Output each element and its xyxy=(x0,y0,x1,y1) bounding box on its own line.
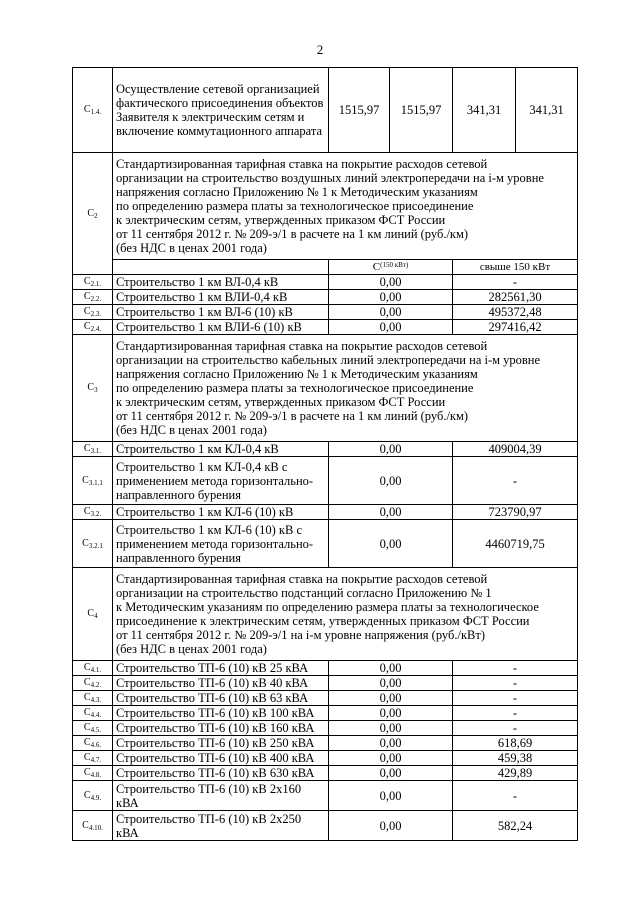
code-cell xyxy=(73,766,113,781)
value-over-150: - xyxy=(453,691,578,706)
value-upto-150: 0,00 xyxy=(329,736,453,751)
code-letter: C xyxy=(82,474,89,486)
heading-line: (без НДС в ценах 2001 года) xyxy=(116,642,267,656)
code-letter: C xyxy=(83,789,91,801)
code-cell xyxy=(73,676,113,691)
heading-line: к Методическим указаниям по определению размера платы за технологическое xyxy=(116,600,539,614)
table-row xyxy=(73,305,578,320)
heading-line: от 11 сентября 2012 г. № 209-э/1 в расчете на 1 км линий (руб./км) xyxy=(116,227,469,241)
code-letter: C xyxy=(82,819,89,831)
row-desc: Строительство ТП-6 (10) кВ 630 кВА xyxy=(113,766,329,781)
col-head-sup: (150 кВт) xyxy=(380,261,409,269)
code-index: 3 xyxy=(94,386,98,394)
value-upto-150: 0,00 xyxy=(329,305,453,320)
table-row xyxy=(73,736,578,751)
code-cell xyxy=(73,505,113,520)
code-cell xyxy=(73,275,113,290)
code-letter: C xyxy=(83,306,91,317)
code-cell xyxy=(73,320,113,335)
heading-line: к электрическим сетям, утвержденных приказом ФСТ России xyxy=(116,395,446,409)
heading-line: Стандартизированная тарифная ставка на покрытие расходов сетевой xyxy=(116,339,488,353)
table-row xyxy=(73,320,578,335)
heading-line: (без НДС в ценах 2001 года) xyxy=(116,241,267,255)
col-head-letter: C xyxy=(372,261,381,273)
code-cell xyxy=(73,153,113,275)
value-upto-150: 0,00 xyxy=(329,661,453,676)
section-heading xyxy=(113,335,578,442)
value-over-150: 4460719,75 xyxy=(453,520,578,568)
value-upto-150: 0,00 xyxy=(329,290,453,305)
code-cell xyxy=(73,457,113,505)
code-letter: C xyxy=(87,207,95,219)
heading-line: от 11 сентября 2012 г. № 209-э/1 в расчете на 1 км линий (руб./км) xyxy=(116,409,469,423)
value-over-150: - xyxy=(453,721,578,736)
value-upto-150: 0,00 xyxy=(329,721,453,736)
value-upto-150: 0,00 xyxy=(329,520,453,568)
code-index: 3.1. xyxy=(90,447,102,455)
table-row xyxy=(73,811,578,841)
code-letter: C xyxy=(83,752,91,763)
code-letter: C xyxy=(83,707,91,718)
value-upto-150: 0,00 xyxy=(329,811,453,841)
tariff-table-body xyxy=(73,68,578,841)
code-index: 4.2. xyxy=(90,681,102,689)
row-desc: Строительство ТП-6 (10) кВ 2х160 кВА xyxy=(113,781,329,811)
code-cell xyxy=(73,736,113,751)
code-letter: C xyxy=(87,608,95,619)
row-desc: Строительство ТП-6 (10) кВ 63 кВА xyxy=(113,691,329,706)
col-head-upto-150 xyxy=(329,260,453,275)
code-index: 4.10. xyxy=(88,823,103,832)
row-desc: Строительство 1 км ВЛИ-0,4 кВ xyxy=(113,290,329,305)
section-heading xyxy=(113,153,578,260)
section-c3 xyxy=(73,335,578,442)
code-letter: C xyxy=(83,291,91,302)
row-c14 xyxy=(73,68,578,153)
value-upto-150: 0,00 xyxy=(329,275,453,290)
code-cell xyxy=(73,442,113,457)
code-letter: C xyxy=(83,692,91,703)
table-row xyxy=(73,676,578,691)
code-index: 2.3. xyxy=(90,310,102,318)
heading-line: Стандартизированная тарифная ставка на покрытие расходов сетевой xyxy=(116,157,488,171)
code-letter: C xyxy=(83,506,91,517)
code-index: 2 xyxy=(94,211,98,220)
row-desc: Строительство 1 км ВЛИ-6 (10) кВ xyxy=(113,320,329,335)
page-number: 2 xyxy=(316,42,324,57)
value-over-150: - xyxy=(453,661,578,676)
value-cell: 341,31 xyxy=(516,68,578,153)
code-letter: C xyxy=(83,722,91,733)
value-upto-150: 0,00 xyxy=(329,706,453,721)
row-desc: Строительство ТП-6 (10) кВ 25 кВА xyxy=(113,661,329,676)
value-over-150: 723790,97 xyxy=(453,505,578,520)
code-letter: C xyxy=(83,276,91,287)
table-row xyxy=(73,275,578,290)
value-over-150: 495372,48 xyxy=(453,305,578,320)
heading-line: организации на строительство воздушных линий электропередачи на i-м уровне xyxy=(116,171,544,185)
code-cell: $C_{1.4.}$ xyxy=(73,68,113,153)
table-row xyxy=(73,691,578,706)
row-desc: Строительство 1 км ВЛ-0,4 кВ xyxy=(113,275,329,290)
value-upto-150: 0,00 xyxy=(329,781,453,811)
value-over-150: - xyxy=(453,781,578,811)
code-index: 4.9. xyxy=(90,793,102,802)
value-upto-150: 0,00 xyxy=(329,320,453,335)
col-head-over-150: свыше 150 кВт xyxy=(453,260,578,275)
value-over-150: - xyxy=(453,706,578,721)
row-desc: Строительство ТП-6 (10) кВ 100 кВА xyxy=(113,706,329,721)
code-letter: C xyxy=(83,443,91,454)
table-row xyxy=(73,661,578,676)
code-letter: C xyxy=(83,677,91,688)
code-index: 4.1. xyxy=(90,666,102,674)
row-desc: Строительство 1 км КЛ-6 (10) кВ xyxy=(113,505,329,520)
row-desc: Строительство 1 км КЛ-0,4 кВ xyxy=(113,442,329,457)
value-over-150: 582,24 xyxy=(453,811,578,841)
table-row xyxy=(73,751,578,766)
heading-line: по определению размера платы за технологическое присоединение xyxy=(116,381,474,395)
value-upto-150: 0,00 xyxy=(329,751,453,766)
table-row xyxy=(73,290,578,305)
value-upto-150: 0,00 xyxy=(329,691,453,706)
code-cell xyxy=(73,721,113,736)
column-head-row xyxy=(73,260,578,275)
code-index: 2.1. xyxy=(90,280,102,288)
section-c2 xyxy=(73,153,578,260)
empty-cell xyxy=(113,260,329,275)
code-cell xyxy=(73,290,113,305)
value-cell: 1515,97 xyxy=(329,68,390,153)
heading-line: присоединение к электрическим сетям, утвержденных приказом ФСТ России xyxy=(116,614,530,628)
code-cell xyxy=(73,691,113,706)
value-over-150: 429,89 xyxy=(453,766,578,781)
desc-cell: Осуществление сетевой организацией фактического присоединения объектов Заявителя к электрическим сетям и включение коммутационного аппарата xyxy=(113,68,329,153)
value-over-150: 409004,39 xyxy=(453,442,578,457)
row-desc: Строительство 1 км ВЛ-6 (10) кВ xyxy=(113,305,329,320)
tariff-table xyxy=(72,67,578,841)
code-index: 4.7. xyxy=(90,756,102,764)
code-index: 3.2. xyxy=(90,510,102,518)
table-row xyxy=(73,706,578,721)
row-desc: Строительство ТП-6 (10) кВ 40 кВА xyxy=(113,676,329,691)
row-desc: Строительство ТП-6 (10) кВ 400 кВА xyxy=(113,751,329,766)
table-row xyxy=(73,457,578,505)
code-cell xyxy=(73,811,113,841)
value-upto-150: 0,00 xyxy=(329,676,453,691)
code-letter: C xyxy=(87,382,95,393)
value-cell: 341,31 xyxy=(453,68,516,153)
heading-line: (без НДС в ценах 2001 года) xyxy=(116,423,267,437)
heading-line: к электрическим сетям, утвержденных приказом ФСТ России xyxy=(116,213,446,227)
code-cell xyxy=(73,751,113,766)
code-index: 4.4. xyxy=(90,711,102,719)
value-over-150: - xyxy=(453,275,578,290)
heading-line: напряжения согласно Приложению № 1 к Методическим указаниям xyxy=(116,367,478,381)
value-over-150: 618,69 xyxy=(453,736,578,751)
table-row xyxy=(73,442,578,457)
code-cell xyxy=(73,781,113,811)
code-index: 4.8. xyxy=(90,771,102,779)
value-upto-150: 0,00 xyxy=(329,505,453,520)
code-cell xyxy=(73,520,113,568)
table-row xyxy=(73,505,578,520)
code-index: 4.5. xyxy=(90,726,102,734)
code-letter: C xyxy=(83,321,91,332)
value-upto-150: 0,00 xyxy=(329,766,453,781)
row-desc: Строительство ТП-6 (10) кВ 160 кВА xyxy=(113,721,329,736)
table-row xyxy=(73,766,578,781)
code-letter: C xyxy=(83,737,91,748)
code-letter: C xyxy=(83,767,91,778)
value-over-150: 282561,30 xyxy=(453,290,578,305)
heading-line: от 11 сентября 2012 г. № 209-э/1 на i-м уровне напряжения (руб./кВт) xyxy=(116,628,485,642)
code-cell xyxy=(73,305,113,320)
row-desc: Строительство ТП-6 (10) кВ 250 кВА xyxy=(113,736,329,751)
code-cell xyxy=(73,335,113,442)
heading-line: Стандартизированная тарифная ставка на покрытие расходов сетевой xyxy=(116,572,488,586)
code-index: 2.2. xyxy=(90,295,102,303)
code-letter: C xyxy=(82,537,89,549)
code-index: 4 xyxy=(94,612,98,620)
value-over-150: 459,38 xyxy=(453,751,578,766)
value-upto-150: 0,00 xyxy=(329,442,453,457)
code-index: 4.6. xyxy=(90,741,102,749)
code-letter: C xyxy=(83,662,91,673)
code-index: 3.1.1 xyxy=(88,478,103,487)
code-cell xyxy=(73,706,113,721)
row-desc: Строительство 1 км КЛ-0,4 кВ с применением метода горизонтально-направленного бурения xyxy=(113,457,329,505)
heading-line: организации на строительство подстанций согласно Приложению № 1 xyxy=(116,586,492,600)
heading-line: по определению размера платы за технологическое присоединение xyxy=(116,199,474,213)
code-index: 2.4. xyxy=(90,325,102,333)
value-over-150: - xyxy=(453,676,578,691)
row-desc: Строительство ТП-6 (10) кВ 2х250 кВА xyxy=(113,811,329,841)
section-c4 xyxy=(73,568,578,661)
value-upto-150: 0,00 xyxy=(329,457,453,505)
table-row xyxy=(73,520,578,568)
value-cell: 1515,97 xyxy=(390,68,453,153)
heading-line: напряжения согласно Приложению № 1 к Методическим указаниям xyxy=(116,185,478,199)
heading-line: организации на строительство кабельных линий электропередачи на i-м уровне xyxy=(116,353,541,367)
code-cell xyxy=(73,661,113,676)
code-cell xyxy=(73,568,113,661)
value-over-150: - xyxy=(453,457,578,505)
table-row xyxy=(73,781,578,811)
value-over-150: 297416,42 xyxy=(453,320,578,335)
code-index: 3.2.1 xyxy=(88,541,103,550)
section-heading xyxy=(113,568,578,661)
table-row xyxy=(73,721,578,736)
row-desc: Строительство 1 км КЛ-6 (10) кВ с применением метода горизонтально-направленного бурения xyxy=(113,520,329,568)
code-index: 4.3. xyxy=(90,696,102,704)
